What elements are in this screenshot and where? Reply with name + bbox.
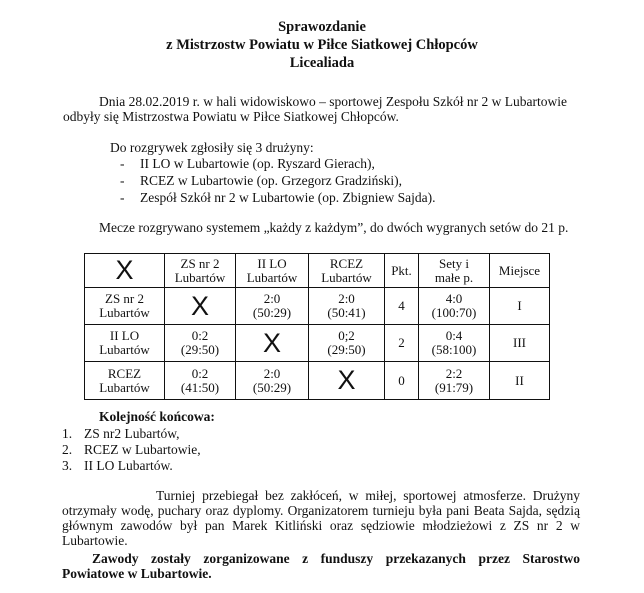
x-mark: X <box>262 327 281 358</box>
report-category: Licealiada <box>289 55 355 71</box>
results-table <box>84 253 550 400</box>
report-title: Sprawozdanie <box>278 19 366 35</box>
intro-line-1: Dnia 28.02.2019 r. w hali widowiskowo – sportowej Zespołu Szkół nr 2 w Lubartowie <box>99 94 567 109</box>
match-result: 2:0 (50:29) <box>236 288 309 325</box>
col-header: II LO Lubartów <box>236 254 309 288</box>
col-header: RCEZ Lubartów <box>309 254 385 288</box>
list-item: II LO Lubartów. <box>84 458 173 473</box>
place: I <box>490 288 550 325</box>
match-result: 0:2 (29:50) <box>165 325 236 362</box>
list-item: RCEZ w Lubartowie, <box>84 442 201 457</box>
col-header: ZS nr 2 Lubartów <box>165 254 236 288</box>
self-match-cell <box>309 362 385 400</box>
points: 4 <box>385 288 419 325</box>
match-result: 2:0 (50:41) <box>309 288 385 325</box>
match-result: 0;2 (29:50) <box>309 325 385 362</box>
team-list-item: Zespół Szkół nr 2 w Lubartowie (op. Zbigniew Sajda). <box>140 190 436 205</box>
team-list-dash: - <box>120 173 125 188</box>
col-header: Sety i małe p. <box>419 254 490 288</box>
summary-paragraph: Turniej przebiegał bez zakłóceń, w miłej, sportowej atmosferze. Drużyny otrzymały wodę, puchary oraz dyplomy. Organizatorem turnieju była pani Beata Sajda, sędzią głównym zawodów był pan Marek Kitliński oraz sędziowie młodzieżowi z ZS nr 2 w Lubartowie. <box>62 488 580 548</box>
table-header-row <box>85 254 550 288</box>
list-item-number: 1. <box>62 426 73 441</box>
table-row <box>85 288 550 325</box>
match-result: 0:2 (41:50) <box>165 362 236 400</box>
x-mark: X <box>190 290 209 321</box>
team-list-dash: - <box>120 156 125 171</box>
place: III <box>490 325 550 362</box>
team-list-item: II LO w Lubartowie (op. Ryszard Gierach), <box>140 156 375 171</box>
funding-paragraph: Zawody zostały zorganizowane z funduszy przekazanych przez Starostwo Powiatowe w Lubartowie. <box>62 551 580 581</box>
row-team: II LO Lubartów <box>85 325 165 362</box>
row-team: RCEZ Lubartów <box>85 362 165 400</box>
teams-intro: Do rozgrywek zgłosiły się 3 drużyny: <box>110 140 314 155</box>
list-item-number: 2. <box>62 442 73 457</box>
x-mark: X <box>115 255 134 285</box>
sets-points: 0:4 (58:100) <box>419 325 490 362</box>
place: II <box>490 362 550 400</box>
final-order-title: Kolejność końcowa: <box>99 409 215 424</box>
list-item-number: 3. <box>62 458 73 473</box>
table-row <box>85 325 550 362</box>
col-header: Miejsce <box>490 254 550 288</box>
list-item: ZS nr2 Lubartów, <box>84 426 180 441</box>
sets-points: 4:0 (100:70) <box>419 288 490 325</box>
self-match-cell <box>236 325 309 362</box>
system-description: Mecze rozgrywano systemem „każdy z każdym”, do dwóch wygranych setów do 21 p. <box>99 220 569 235</box>
intro-line-2: odbyły się Mistrzostwa Powiatu w Piłce Siatkowej Chłopców. <box>63 109 399 124</box>
points: 0 <box>385 362 419 400</box>
points: 2 <box>385 325 419 362</box>
team-list-dash: - <box>120 190 125 205</box>
team-list-item: RCEZ w Lubartowie (op. Grzegorz Gradziński), <box>140 173 403 188</box>
report-subtitle: z Mistrzostw Powiatu w Piłce Siatkowej Chłopców <box>166 37 478 53</box>
col-header: Pkt. <box>385 254 419 288</box>
row-team: ZS nr 2 Lubartów <box>85 288 165 325</box>
self-match-cell <box>165 288 236 325</box>
x-mark: X <box>337 365 356 395</box>
match-result: 2:0 (50:29) <box>236 362 309 400</box>
table-row <box>85 362 550 400</box>
corner-cell <box>85 254 165 288</box>
sets-points: 2:2 (91:79) <box>419 362 490 400</box>
